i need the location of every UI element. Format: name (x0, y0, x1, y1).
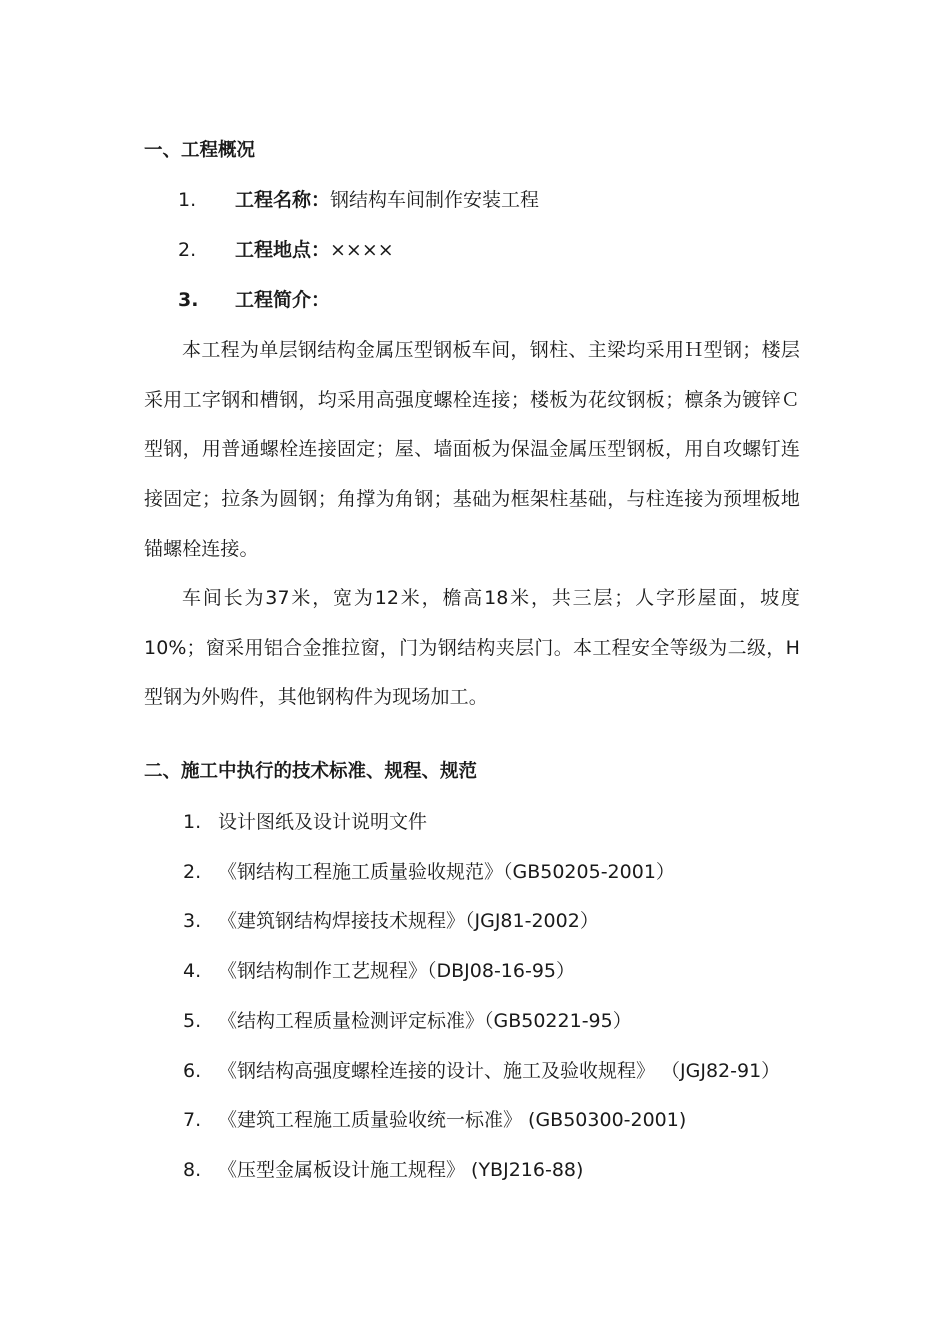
standard-item: 《钢结构高强度螺栓连接的设计、施工及验收规程》 （JGJ82-91） (218, 1060, 781, 1082)
standard-item: 《钢结构制作工艺规程》（DBJ08-16-95） (218, 960, 576, 982)
item-number: 2. (178, 239, 197, 261)
item-label-project-location (235, 237, 394, 263)
standard-number: 6. (183, 1060, 202, 1082)
standard-number: 4. (183, 960, 202, 982)
item-label-project-name (235, 187, 539, 213)
standard-number: 2. (183, 861, 202, 883)
standard-item: 《结构工程质量检测评定标准》（GB50221-95） (218, 1010, 632, 1032)
item-label: 工程地点： (235, 239, 331, 261)
intro-paragraph-2: 车间长为37米，宽为12米，檐高18米，共三层；人字形屋面，坡度10%；窗采用铝合金推拉窗，门为钢结构夹层门。本工程安全等级为二级，H型钢为外购件，其他钢构件为现场加工。 (144, 587, 800, 709)
item-number: 1. (178, 189, 197, 211)
standard-item: 《建筑工程施工质量验收统一标准》 (GB50300-2001) (218, 1109, 687, 1131)
standard-number: 1. (183, 811, 202, 833)
item-value: 钢结构车间制作安装工程 (330, 189, 540, 211)
section-heading-standards: 二、施工中执行的技术标准、规程、规范 (144, 761, 478, 782)
standard-number: 8. (183, 1159, 202, 1181)
standard-item: 设计图纸及设计说明文件 (218, 811, 428, 833)
item-number: 3. (178, 289, 199, 311)
section-heading-overview: 一、工程概况 (144, 140, 256, 161)
standard-number: 5. (183, 1010, 202, 1032)
item-label: 工程名称： (235, 189, 331, 211)
standard-item: 《压型金属板设计施工规程》 (YBJ216-88) (218, 1159, 584, 1181)
standard-item: 《钢结构工程施工质量验收规范》（GB50205-2001） (218, 861, 675, 883)
item-label-project-intro: 工程简介： (235, 289, 331, 311)
standard-number: 7. (183, 1109, 202, 1131)
standard-item: 《建筑钢结构焊接技术规程》（JGJ81-2002） (218, 910, 599, 932)
item-value: ×××× (330, 239, 394, 261)
standard-number: 3. (183, 910, 202, 932)
intro-paragraph-1: 本工程为单层钢结构金属压型钢板车间，钢柱、主梁均采用Ｈ型钢；楼层采用工字钢和槽钢，均采用高强度螺栓连接；楼板为花纹钢板；檩条为镀锌Ｃ型钢，用普通螺栓连接固定；屋、墙面板为保温金属压型钢板，用自攻螺钉连接固定；拉条为圆钢；角撑为角钢；基础为框架柱基础，与柱连接为预埋板地锚螺栓连接。 (144, 339, 800, 560)
